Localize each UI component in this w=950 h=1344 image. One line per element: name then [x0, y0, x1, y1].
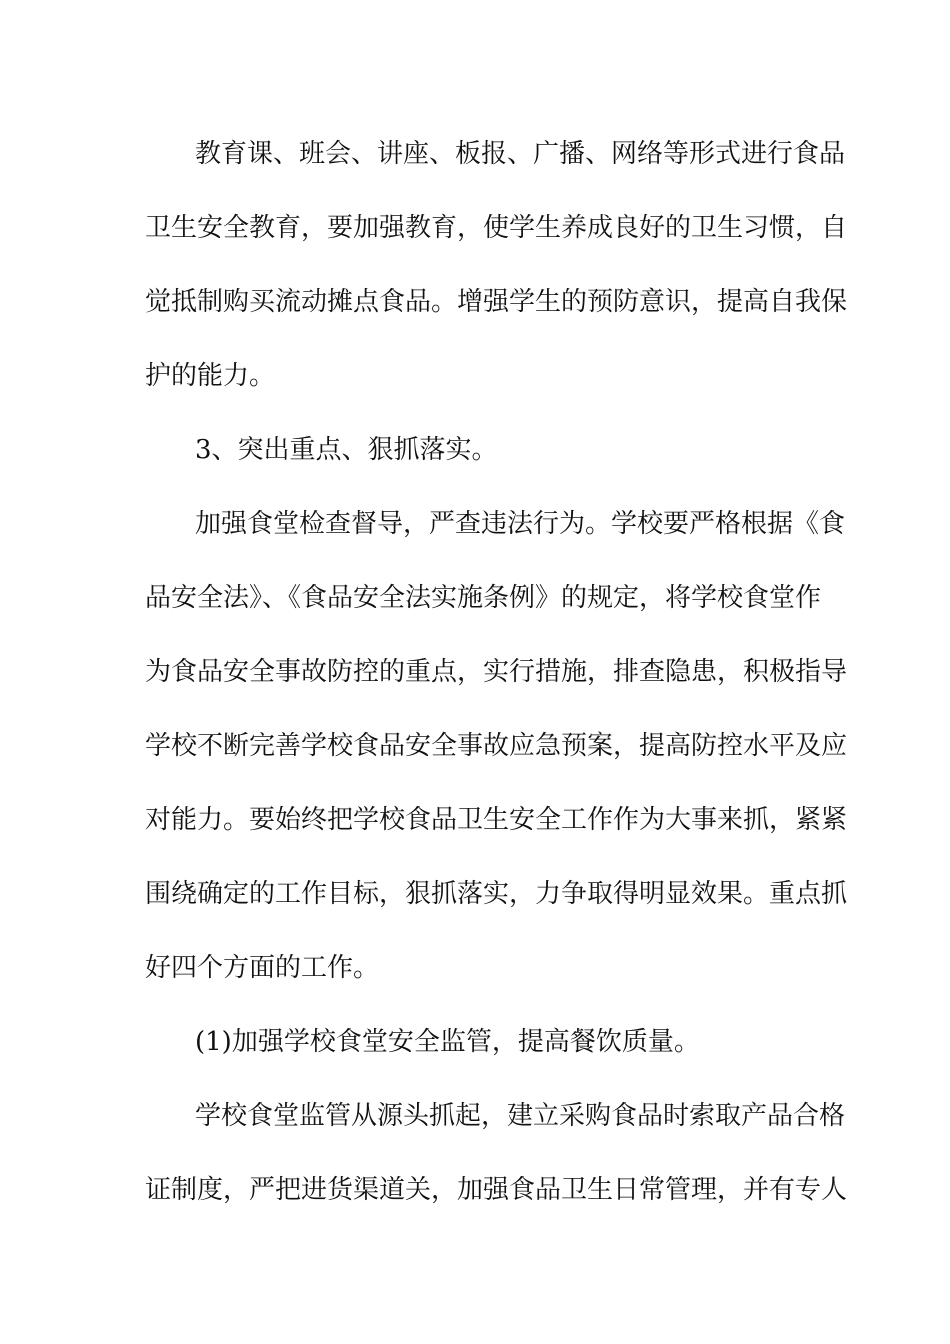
text-line: 对能力。要始终把学校食品卫生安全工作作为大事来抓，紧紧 — [145, 805, 848, 835]
section-heading: 3、突出重点、狠抓落实。 — [195, 435, 498, 465]
subsection-heading: (1)加强学校食堂安全监管，提高餐饮质量。 — [195, 1027, 700, 1057]
text-line: 加强食堂检查督导，严查违法行为。学校要严格根据《食 — [195, 509, 846, 539]
text-line: 学校不断完善学校食品安全事故应急预案，提高防控水平及应 — [145, 731, 848, 761]
text-line: 卫生安全教育，要加强教育，使学生养成良好的卫生习惯，自 — [145, 213, 848, 243]
text-line: 学校食堂监管从源头抓起，建立采购食品时索取产品合格 — [195, 1101, 846, 1131]
text-line: 教育课、班会、讲座、板报、广播、网络等形式进行食品 — [195, 139, 846, 169]
text-line: 品安全法》、《食品安全法实施条例》的规定，将学校食堂作 — [145, 583, 822, 613]
text-line: 围绕确定的工作目标，狠抓落实，力争取得明显效果。重点抓 — [145, 879, 848, 909]
text-line: 证制度，严把进货渠道关，加强食品卫生日常管理，并有专人 — [145, 1175, 848, 1205]
text-line: 好四个方面的工作。 — [145, 953, 380, 983]
text-line: 为食品安全事故防控的重点，实行措施，排查隐患，积极指导 — [145, 657, 848, 687]
document-body — [145, 126, 848, 1236]
text-line: 护的能力。 — [145, 361, 276, 391]
text-line: 觉抵制购买流动摊点食品。增强学生的预防意识，提高自我保 — [145, 287, 848, 317]
